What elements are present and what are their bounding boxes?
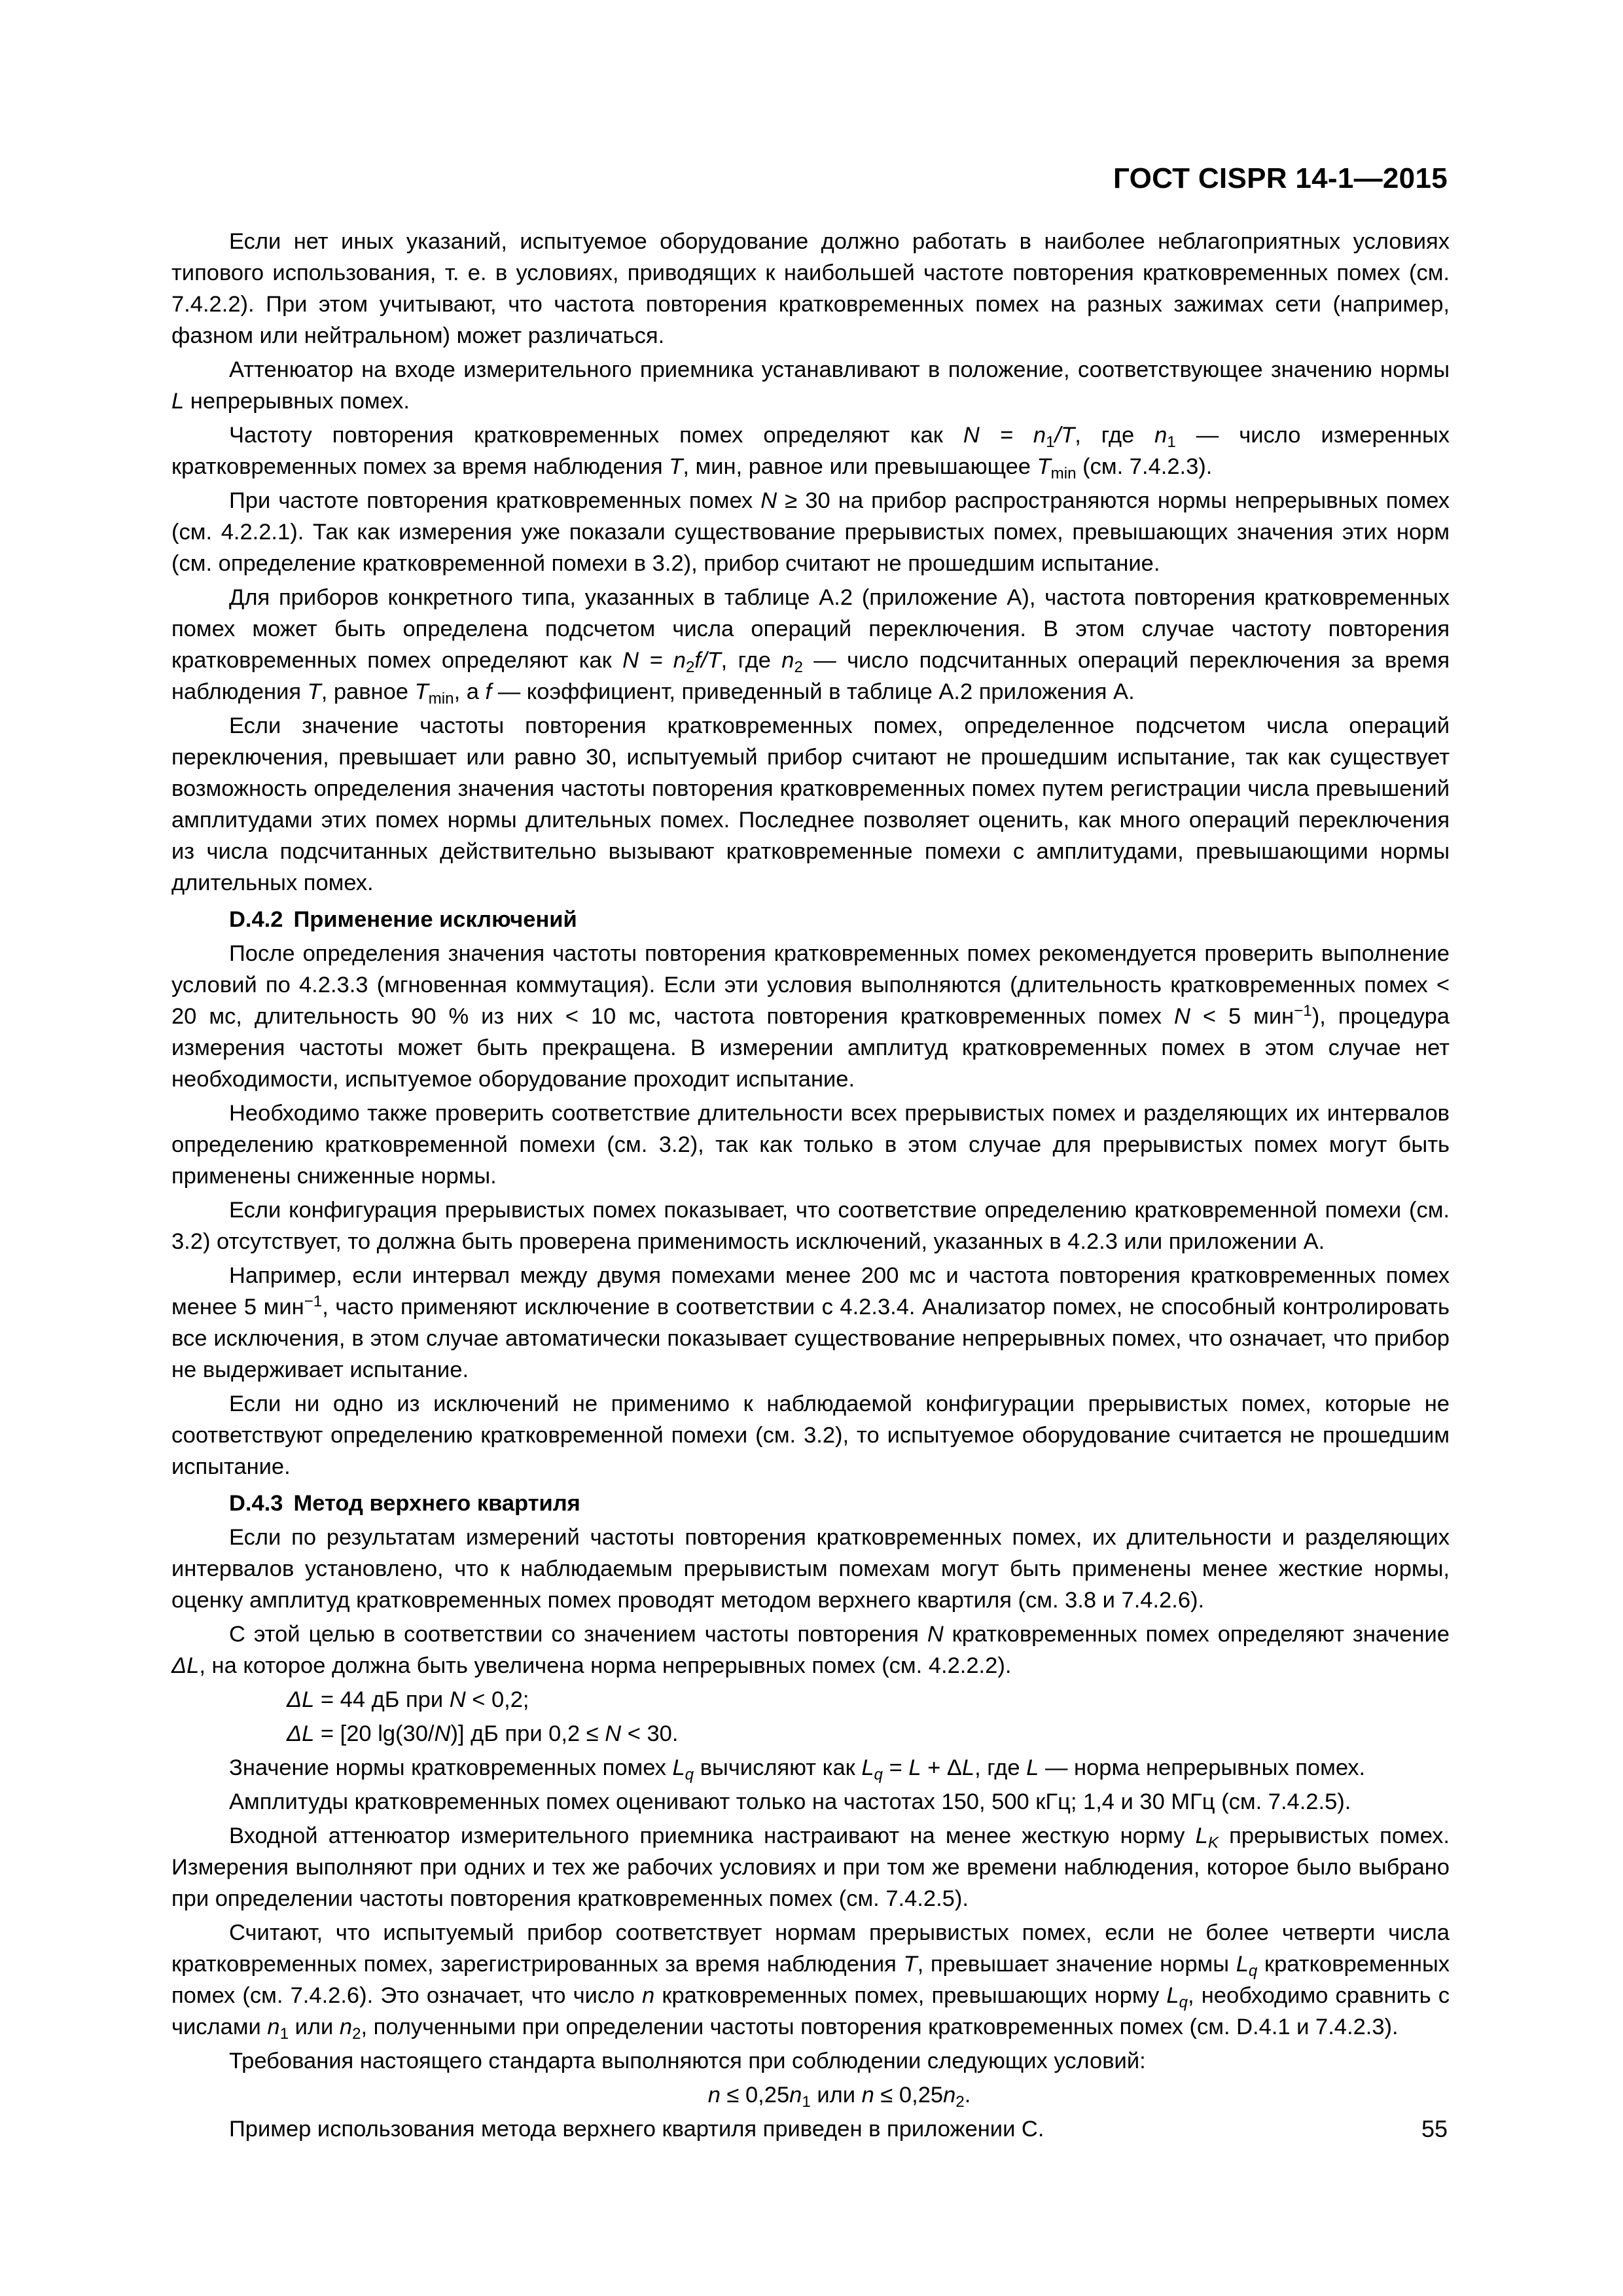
document-header: ГОСТ CISPR 14-1—2015 — [1113, 162, 1448, 194]
paragraph: Аттенюатор на входе измерительного приемника устанавливают в положение, соответствующее значению нормы L непрерывных помех. — [171, 357, 1450, 414]
paragraph: Если конфигурация прерывистых помех показывает, что соответствие определению кратковременной помехи (см. 3.2) отсутствует, то должна быть проверена применимость исключений, указанных в 4.2.3 или приложении А. — [171, 1198, 1450, 1254]
paragraph: Необходимо также проверить соответствие длительности всех прерывистых помех и разделяющих их интервалов определению кратковременной помехи (см. 3.2), так как только в этом случае для прерывистых помех могут быть применены сниженные нормы. — [171, 1101, 1450, 1189]
paragraph: Считают, что испытуемый прибор соответствует нормам прерывистых помех, если не более четверти числа кратковременных помех, зарегистрированных за время наблюдения T, превышает значение нормы $L_q$ кратковременных помех (см. 7.4.2.6). Это означает, что число n кратковременных помех, превышающих норму $L_q$, необходимо сравнить с числами $n_1$ или $n_2$, полученными при определении частоты повторения кратковременных помех (см. D.4.1 и 7.4.2.3). — [171, 1920, 1450, 2043]
page-number: 55 — [1421, 2115, 1448, 2142]
paragraph: Значение нормы кратковременных помех $L_q$ вычисляют как $L_q = L + \Delta L$, где L — норма непрерывных помех. — [229, 1755, 1366, 1784]
document-body — [171, 226, 1450, 2147]
paragraph: Для приборов конкретного типа, указанных в таблице А.2 (приложение А), частота повторения кратковременных помех может быть определена подсчетом числа операций переключения. В этом случае частоту повторения кратковременных помех определяют как $N = n_2f/T$, где $n_2$ — число подсчитанных операций переключения за время наблюдения T, равное $T_{min}$, а f — коэффициент, приведенный в таблице А.2 приложения А. — [171, 585, 1450, 708]
paragraph: Частоту повторения кратковременных помех определяют как $N = n_1/T$, где $n_1$ — число измеренных кратковременных помех за время наблюдения T, мин, равное или превышающее $T_{min}$ (см. 7.4.2.3). — [171, 423, 1450, 482]
paragraph: Входной аттенюатор измерительного приемника настраивают на менее жесткую норму $L_K$ прерывистых помех. Измерения выполняют при одних и тех же рабочих условиях и при том же времени наблюдения, которое было выбрано при определении частоты повторения кратковременных помех (см. 7.4.2.5). — [171, 1823, 1450, 1911]
formula-line: ΔL = 44 дБ при N < 0,2; — [287, 1687, 529, 1712]
paragraph: После определения значения частоты повторения кратковременных помех рекомендуется проверить выполнение условий по 4.2.3.3 (мгновенная коммутация). Если эти условия выполняются (длительность кратковременных помех < 20 мс, длительность 90 % из них < 10 мс, частота повторения кратковременных помех N < 5 мин$^{-1}$), процедура измерения частоты может быть прекращена. В измерении амплитуд кратковременных помех в этом случае нет необходимости, испытуемое оборудование проходит испытание. — [171, 941, 1450, 1092]
paragraph: Если ни одно из исключений не применимо к наблюдаемой конфигурации прерывистых помех, которые не соответствуют определению кратковременной помехи (см. 3.2), то испытуемое оборудование считается не прошедшим испытание. — [171, 1391, 1450, 1479]
formula-line: $n \le 0,25n_1$ или $n \le 0,25n_2$. — [707, 2083, 971, 2111]
paragraph: Амплитуды кратковременных помех оценивают только на частотах 150, 500 кГц; 1,4 и 30 МГц (см. 7.4.2.5). — [229, 1789, 1351, 1814]
paragraph: При частоте повторения кратковременных помех N ≥ 30 на прибор распространяются нормы непрерывных помех (см. 4.2.2.1). Так как измерения уже показали существование прерывистых помех, превышающих значения этих норм (см. определение кратковременной помехи в 3.2), прибор считают не прошедшим испытание. — [171, 488, 1450, 576]
paragraph: Если по результатам измерений частоты повторения кратковременных помех, их длительности и разделяющих интервалов установлено, что к наблюдаемым прерывистым помехам могут быть применены менее жесткие нормы, оценку амплитуд кратковременных помех проводят методом верхнего квартиля (см. 3.8 и 7.4.2.6). — [171, 1525, 1450, 1613]
paragraph: Если нет иных указаний, испытуемое оборудование должно работать в наиболее неблагоприятных условиях типового использования, т. е. в условиях, приводящих к наибольшей частоте повторения кратковременных помех (см. 7.4.2.2). При этом учитывают, что частота повторения кратковременных помех на разных зажимах сети (например, фазном или нейтральном) может различаться. — [171, 229, 1450, 348]
paragraph: Пример использования метода верхнего квартиля приведен в приложении С. — [229, 2117, 1044, 2142]
paragraph: Например, если интервал между двумя помехами менее 200 мс и частота повторения кратковременных помех менее 5 мин$^{-1}$, часто применяют исключение в соответствии с 4.2.3.4. Анализатор помех, не способный контролировать все исключения, в этом случае автоматически показывает существование непрерывных помех, что означает, что прибор не выдерживает испытание. — [171, 1263, 1450, 1382]
section-heading-d43: D.4.3 Метод верхнего квартиля — [229, 1491, 580, 1516]
paragraph: С этой целью в соответствии со значением частоты повторения N кратковременных помех определяют значение ΔL, на которое должна быть увеличена норма непрерывных помех (см. 4.2.2.2). — [171, 1622, 1450, 1678]
section-heading-d42: D.4.2 Применение исключений — [229, 907, 577, 932]
paragraph: Если значение частоты повторения кратковременных помех, определенное подсчетом числа операций переключения, превышает или равно 30, испытуемый прибор считают не прошедшим испытание, так как существует возможность определения значения частоты повторения кратковременных помех путем регистрации числа превышений амплитудами этих помех нормы длительных помех. Последнее позволяет оценить, как много операций переключения из числа подсчитанных действительно вызывают кратковременные помехи с амплитудами, превышающими нормы длительных помех. — [171, 713, 1450, 895]
paragraph: Требования настоящего стандарта выполняются при соблюдении следующих условий: — [229, 2049, 1146, 2073]
formula-line: ΔL = [20 lg(30/N)] дБ при 0,2 ≤ N < 30. — [287, 1721, 679, 1746]
